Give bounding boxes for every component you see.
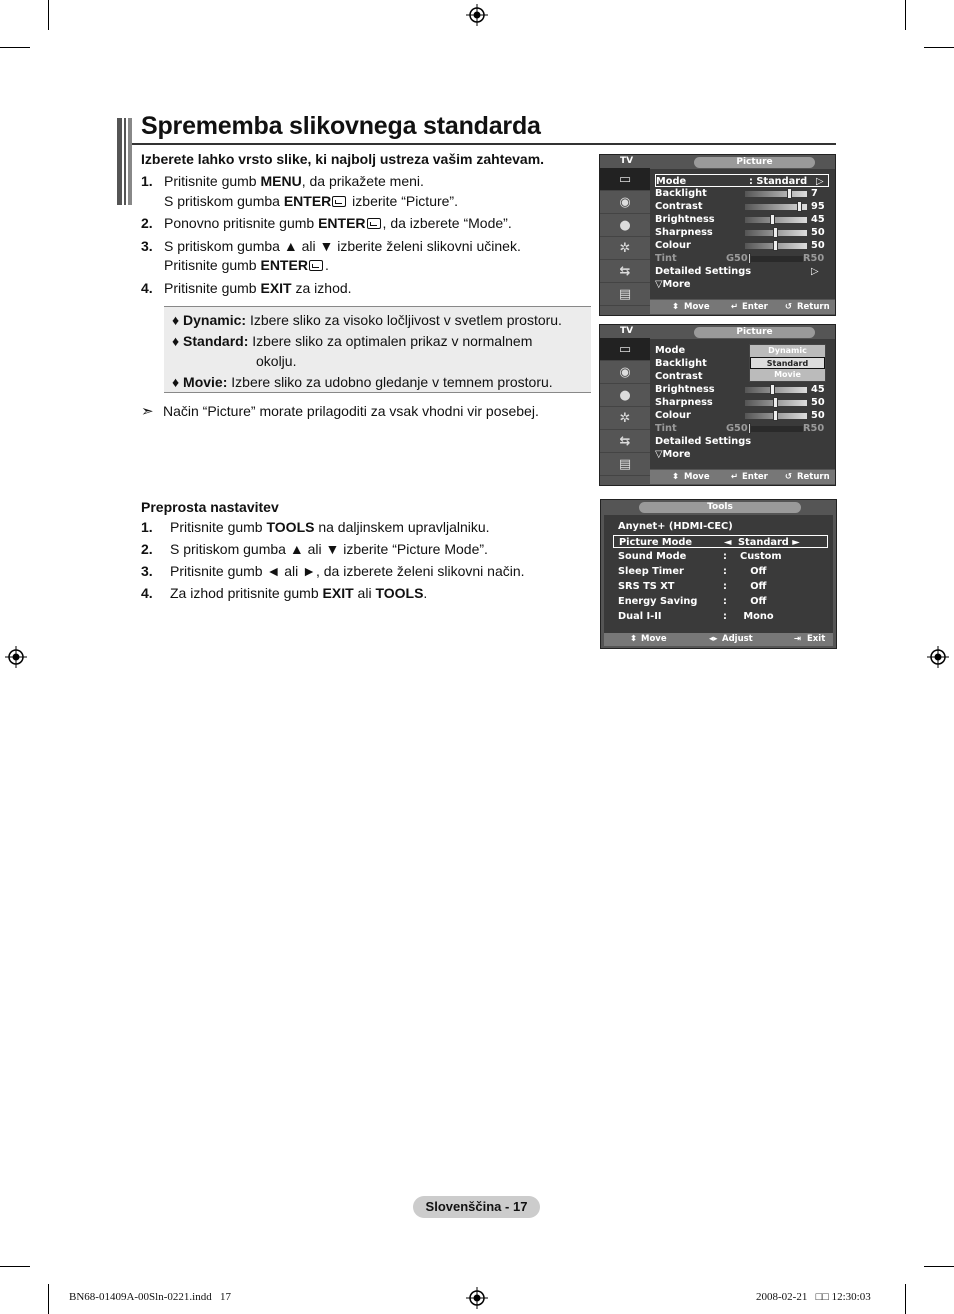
registration-mark-icon (927, 646, 949, 668)
picture-menu-screen-2 (599, 324, 836, 486)
enter-icon: ↵ (731, 472, 739, 482)
menu-row-colour[interactable] (655, 409, 829, 422)
crop-mark (48, 0, 49, 30)
footer-move: Move (641, 634, 667, 644)
sound-icon[interactable]: ◉ (600, 191, 650, 214)
slider-knob[interactable] (748, 253, 751, 264)
picture-menu-screen-1 (599, 154, 836, 316)
step-number: 4. (141, 585, 153, 601)
slider-knob[interactable] (773, 397, 778, 408)
print-slug-left: BN68-01409A-00Sln-0221.indd 17 (69, 1291, 231, 1303)
footer-return: Return (797, 472, 830, 482)
row-label: Sound Mode (618, 551, 687, 562)
arrow-right-icon: ▷ (811, 266, 819, 277)
slider-knob[interactable] (770, 214, 775, 225)
step-2 (141, 214, 591, 234)
move-icon: ⬍ (672, 302, 680, 312)
step-key: EXIT (322, 585, 354, 601)
row-value: 50 (811, 397, 825, 408)
menu-row-sharpness[interactable] (655, 396, 829, 409)
row-label: Tint (655, 253, 677, 264)
dropdown-option-dynamic[interactable]: Dynamic (768, 346, 807, 355)
mode-dynamic (172, 310, 591, 331)
row-label: Brightness (655, 214, 715, 225)
row-value: 95 (811, 201, 825, 212)
sound-icon[interactable]: ◉ (600, 361, 650, 384)
slider-knob[interactable] (773, 227, 778, 238)
note-arrow-icon: ➣ (141, 403, 154, 420)
row-label: Anynet+ (HDMI-CEC) (618, 521, 733, 532)
support-icon[interactable]: ▤ (600, 283, 650, 306)
crop-mark (924, 47, 954, 48)
step-key: TOOLS (375, 585, 424, 601)
tools-menu-screen (600, 499, 837, 649)
return-icon: ↺ (785, 302, 793, 312)
row-separator: : (723, 581, 727, 592)
input-icon[interactable]: ⇆ (600, 260, 650, 283)
arrow-right-icon: ▷ (816, 176, 824, 187)
step-text: . (423, 585, 428, 601)
step-key: EXIT (260, 279, 292, 296)
simple-step-3 (141, 562, 601, 581)
channel-icon[interactable]: ● (600, 384, 650, 407)
tools-row[interactable] (613, 520, 828, 533)
row-label: Brightness (655, 384, 715, 395)
row-value: 45 (811, 384, 825, 395)
setup-icon[interactable]: ✲ (600, 407, 650, 430)
row-separator: : (723, 566, 727, 577)
row-value: Off (740, 596, 767, 607)
slider-knob[interactable] (773, 410, 778, 421)
step-key: ENTER (283, 192, 332, 209)
tools-panel (604, 515, 833, 633)
page-title: Sprememba slikovnega standarda (141, 112, 541, 140)
row-label: ▽More (655, 449, 691, 460)
row-value: Custom (740, 551, 782, 562)
enter-icon: ↵ (731, 302, 739, 312)
menu-row-more[interactable] (655, 278, 829, 291)
simple-step-2 (141, 540, 601, 559)
menu-row-sharpness[interactable] (655, 226, 829, 239)
step-text: ali (353, 585, 376, 601)
step-key: TOOLS (266, 519, 315, 535)
simple-step-1 (141, 518, 601, 537)
step-text: S pritiskom gumba ▲ ali ▼ izberite želeni slikovni učinek. (164, 237, 521, 254)
title-decoration (117, 118, 132, 205)
crop-mark (905, 0, 906, 30)
title-rule (132, 143, 836, 145)
brightness-slider[interactable] (745, 387, 807, 393)
print-slug-right: 2008-02-21 □□ 12:30:03 (756, 1291, 871, 1303)
mode-movie (172, 372, 591, 393)
footer-move: Move (684, 302, 710, 312)
input-icon[interactable]: ⇆ (600, 430, 650, 453)
row-label: Sharpness (655, 227, 713, 238)
picture-modes-box (164, 306, 591, 393)
menu-row-colour[interactable] (655, 239, 829, 252)
row-label: Energy Saving (618, 596, 698, 607)
sharpness-slider[interactable] (745, 230, 807, 236)
menu-row-brightness[interactable] (655, 213, 829, 226)
step-text: . (324, 257, 329, 273)
enter-icon (367, 218, 381, 229)
channel-icon[interactable]: ● (600, 214, 650, 237)
row-label: Contrast (655, 201, 703, 212)
row-value: 45 (811, 214, 825, 225)
footer-move: Move (684, 472, 710, 482)
intro-text: Izberete lahko vrsto slike, ki najbolj ustreza vašim zahtevam. (141, 151, 545, 167)
row-value: 50 (811, 227, 825, 238)
mode-dropdown[interactable] (749, 344, 826, 382)
menu-panel (650, 169, 835, 299)
step-text: Pritisnite gumb (164, 279, 261, 296)
step-text: , da prikažete meni. (301, 173, 424, 189)
step-text: Pritisnite gumb ◄ ali ►, da izberete želeni slikovni način. (170, 563, 525, 579)
menu-footer (650, 300, 835, 314)
crop-mark (0, 47, 30, 48)
row-label: Backlight (655, 358, 707, 369)
steps-list (141, 172, 591, 301)
crop-mark (924, 1266, 954, 1267)
mode-description: Izbere sliko za udobno gledanje v temnem prostoru. (227, 373, 553, 390)
row-label: Picture Mode (619, 537, 693, 548)
step-text: Pritisnite gumb (164, 257, 261, 273)
menu-row-detailed[interactable] (655, 435, 829, 448)
picture-icon[interactable]: ▭ (600, 168, 650, 191)
mode-standard-cont: okolju. (256, 353, 297, 369)
sharpness-slider[interactable] (745, 400, 807, 406)
step-text: izberite “Picture”. (348, 192, 458, 209)
slider-knob[interactable] (773, 240, 778, 251)
tools-row[interactable] (613, 580, 828, 593)
return-icon: ↺ (785, 472, 793, 482)
row-value: 50 (811, 240, 825, 251)
step-number: 1. (141, 519, 153, 535)
step-number: 3. (141, 563, 153, 579)
step-number: 2. (141, 215, 153, 231)
footer-exit: Exit (807, 634, 826, 644)
menu-row-detailed[interactable] (655, 265, 829, 278)
tools-row[interactable] (613, 595, 828, 608)
tools-row[interactable] (613, 565, 828, 578)
dropdown-option-standard[interactable]: Standard (750, 357, 825, 369)
row-label: Detailed Settings (655, 436, 752, 447)
step-3 (141, 237, 591, 276)
row-separator: : (723, 611, 727, 622)
step-number: 1. (141, 173, 153, 189)
row-value: : Standard (749, 176, 808, 187)
mode-label: ♦ Movie: (172, 373, 228, 390)
tint-slider[interactable] (748, 256, 803, 262)
slider-knob[interactable] (787, 188, 792, 199)
move-icon: ⬍ (672, 472, 680, 482)
backlight-slider[interactable] (745, 191, 807, 197)
colour-slider[interactable] (745, 243, 807, 249)
footer-enter: Enter (742, 302, 768, 312)
row-separator: : (723, 596, 727, 607)
row-label: Detailed Settings (655, 266, 752, 277)
menu-row-brightness[interactable] (655, 383, 829, 396)
note-text: Način “Picture” morate prilagoditi za vsak vhodni vir posebej. (163, 403, 539, 419)
enter-icon (332, 196, 346, 207)
tools-row-selected[interactable] (613, 535, 828, 548)
tint-red-value: R50 (803, 423, 825, 434)
row-label: Mode (655, 345, 686, 356)
tools-row[interactable] (613, 550, 828, 563)
menu-row-tint[interactable] (655, 252, 829, 265)
row-label: Dual I-II (618, 611, 662, 622)
step-number: 4. (141, 279, 153, 296)
menu-footer (650, 470, 835, 484)
row-value: Off (740, 581, 767, 592)
step-number: 3. (141, 237, 153, 254)
step-text: S pritiskom gumba (164, 192, 284, 209)
contrast-slider[interactable] (745, 204, 807, 210)
row-label: Sharpness (655, 397, 713, 408)
step-text: S pritiskom gumba ▲ ali ▼ izberite “Picture Mode”. (170, 541, 488, 557)
menu-row-backlight[interactable] (655, 187, 829, 200)
exit-icon: ⇥ (794, 634, 802, 644)
tools-title: Tools (639, 502, 801, 513)
row-value: 7 (811, 188, 818, 199)
step-key: ENTER (260, 257, 308, 273)
tint-green-value: G50 (726, 253, 748, 264)
step-text: , da izberete “Mode”. (382, 215, 512, 231)
row-label: Colour (655, 240, 691, 251)
menu-row-contrast[interactable] (655, 200, 829, 213)
adjust-icon: ◂▸ (709, 634, 718, 644)
row-label: Sleep Timer (618, 566, 684, 577)
row-value: Off (740, 566, 767, 577)
slider-knob[interactable] (748, 423, 751, 434)
row-value: Standard ► (738, 537, 800, 548)
menu-title: Picture (694, 157, 815, 168)
colour-slider[interactable] (745, 413, 807, 419)
step-number: 2. (141, 541, 153, 557)
slider-knob[interactable] (797, 201, 802, 212)
mode-description: Izbere sliko za visoko ločljivost v svetlem prostoru. (246, 312, 562, 328)
dropdown-option-movie[interactable]: Movie (774, 370, 801, 379)
mode-standard (172, 331, 591, 352)
row-label: SRS TS XT (618, 581, 675, 592)
row-label: Backlight (655, 188, 707, 199)
slider-knob[interactable] (770, 384, 775, 395)
row-value: Mono (740, 611, 774, 622)
tv-tab: TV (620, 156, 634, 166)
step-1 (141, 172, 591, 211)
step-key: MENU (260, 173, 302, 189)
step-4 (141, 279, 591, 299)
mode-label: ♦ Dynamic: (172, 312, 247, 328)
row-separator: : (723, 551, 727, 562)
move-icon: ⬍ (630, 634, 638, 644)
note (141, 402, 539, 420)
tv-tab: TV (620, 326, 634, 336)
step-text: Ponovno pritisnite gumb (164, 215, 319, 231)
enter-icon (309, 260, 323, 271)
menu-panel (650, 339, 835, 469)
section-title: Preprosta nastavitev (141, 499, 279, 515)
step-key: ENTER (318, 215, 366, 231)
brightness-slider[interactable] (745, 217, 807, 223)
support-icon[interactable]: ▤ (600, 453, 650, 476)
crop-mark (48, 1284, 49, 1314)
step-text: Pritisnite gumb (170, 519, 267, 535)
menu-title: Picture (694, 327, 815, 338)
tools-row[interactable] (613, 610, 828, 623)
simple-step-4 (141, 584, 601, 603)
mode-description: Izbere sliko za optimalen prikaz v normalnem (248, 332, 533, 349)
footer-return: Return (797, 302, 830, 312)
row-value: 50 (811, 410, 825, 421)
menu-sidebar (600, 338, 650, 476)
step-text: Pritisnite gumb (164, 173, 261, 189)
registration-mark-icon (466, 1287, 488, 1309)
footer-enter: Enter (742, 472, 768, 482)
tint-red-value: R50 (803, 253, 825, 264)
row-label: ▽More (655, 279, 691, 290)
row-label: Mode (656, 176, 687, 187)
tools-footer (604, 633, 833, 646)
picture-icon[interactable]: ▭ (600, 338, 650, 361)
arrow-left-icon: ◄ (724, 537, 732, 548)
simple-steps-list (141, 518, 601, 606)
menu-row-mode[interactable] (655, 174, 829, 187)
row-label: Contrast (655, 371, 703, 382)
registration-mark-icon (466, 4, 488, 26)
mode-label: ♦ Standard: (172, 332, 249, 349)
menu-sidebar (600, 168, 650, 306)
step-text: na daljinskem upravljalniku. (314, 519, 490, 535)
row-label: Tint (655, 423, 677, 434)
menu-row-tint[interactable] (655, 422, 829, 435)
footer-adjust: Adjust (722, 634, 753, 644)
crop-mark (905, 1284, 906, 1314)
row-label: Colour (655, 410, 691, 421)
menu-row-more[interactable] (655, 448, 829, 461)
tint-slider[interactable] (748, 426, 803, 432)
tint-green-value: G50 (726, 423, 748, 434)
setup-icon[interactable]: ✲ (600, 237, 650, 260)
registration-mark-icon (5, 646, 27, 668)
crop-mark (0, 1266, 30, 1267)
page-number: Slovenščina - 17 (413, 1196, 540, 1218)
step-text: za izhod. (291, 279, 352, 296)
step-text: Za izhod pritisnite gumb (170, 585, 323, 601)
